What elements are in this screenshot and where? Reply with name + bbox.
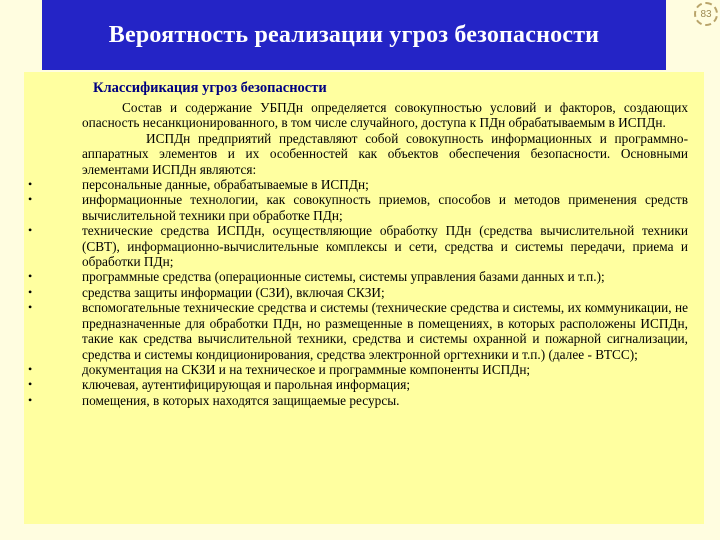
- intro-paragraph-1: Состав и содержание УБПДн определяется совокупностью условий и факторов, создающих опасность несанкционированного, в том числе случайного, доступа к ПДн обрабатываемым в ИСПДн.: [82, 100, 688, 131]
- list-item: [28, 284, 688, 300]
- list-item: [28, 392, 688, 408]
- slide-title: Вероятность реализации угроз безопасности: [108, 21, 600, 48]
- list-item-text: вспомогательные технические средства и системы (технические средства и системы, их коммуникации, не предназначенные для обработки ПДн, но размещенные в помещениях, в которых расположены ИСПДн, такие как средства вычислительной техники, средства и системы охранной и пожарной сигнализации, средства и системы кондиционирования, средства электронной оргтехники и т.п.) (далее - ВТСС);: [82, 300, 688, 362]
- bullet-icon: •: [28, 223, 33, 238]
- list-item-text: средства защиты информации (СЗИ), включая СКЗИ;: [82, 284, 385, 300]
- content-body: [0, 100, 720, 408]
- list-item: [28, 361, 688, 377]
- list-item: [28, 269, 688, 285]
- list-item-text: ключевая, аутентифицирующая и парольная информация;: [82, 377, 411, 393]
- list-item-text: информационные технологии, как совокупность приемов, способов и методов применения средств вычислительной техники при обработке ПДн;: [82, 192, 688, 223]
- bullet-icon: •: [28, 392, 33, 407]
- bullet-icon: •: [28, 361, 33, 376]
- bullet-icon: •: [28, 377, 33, 392]
- bullet-icon: •: [28, 177, 33, 192]
- slide-header: [42, 0, 666, 70]
- bullet-icon: •: [28, 284, 33, 299]
- list-item: [28, 192, 688, 223]
- list-item: [28, 300, 688, 362]
- bullet-icon: •: [28, 300, 33, 315]
- list-item-text: персональные данные, обрабатываемые в ИСПДн;: [82, 177, 369, 193]
- intro-paragraph-2: ИСПДн предприятий представляют собой совокупность информационных и программно-аппаратных элементов и их особенностей как объектов обеспечения безопасности. Основными элементами ИСПДн являются:: [82, 130, 688, 177]
- slide-number-badge: 83: [694, 2, 718, 26]
- list-item-text: помещения, в которых находятся защищаемые ресурсы.: [82, 392, 400, 408]
- list-item: [28, 177, 688, 193]
- bullet-icon: •: [28, 269, 33, 284]
- section-subtitle: Классификация угроз безопасности: [93, 80, 327, 96]
- list-item-text: документация на СКЗИ и на техническое и программные компоненты ИСПДн;: [82, 361, 531, 377]
- list-item-text: технические средства ИСПДн, осуществляющие обработку ПДн (средства вычислительной техники (СВТ), информационно-вычислительные комплексы и сети, средства и системы передачи, приема и обработки ПДн;: [82, 223, 688, 270]
- list-item: [28, 223, 688, 270]
- list-item: [28, 377, 688, 393]
- list-item-text: программные средства (операционные системы, системы управления базами данных и т.п.);: [82, 269, 605, 285]
- bullet-icon: •: [28, 192, 33, 207]
